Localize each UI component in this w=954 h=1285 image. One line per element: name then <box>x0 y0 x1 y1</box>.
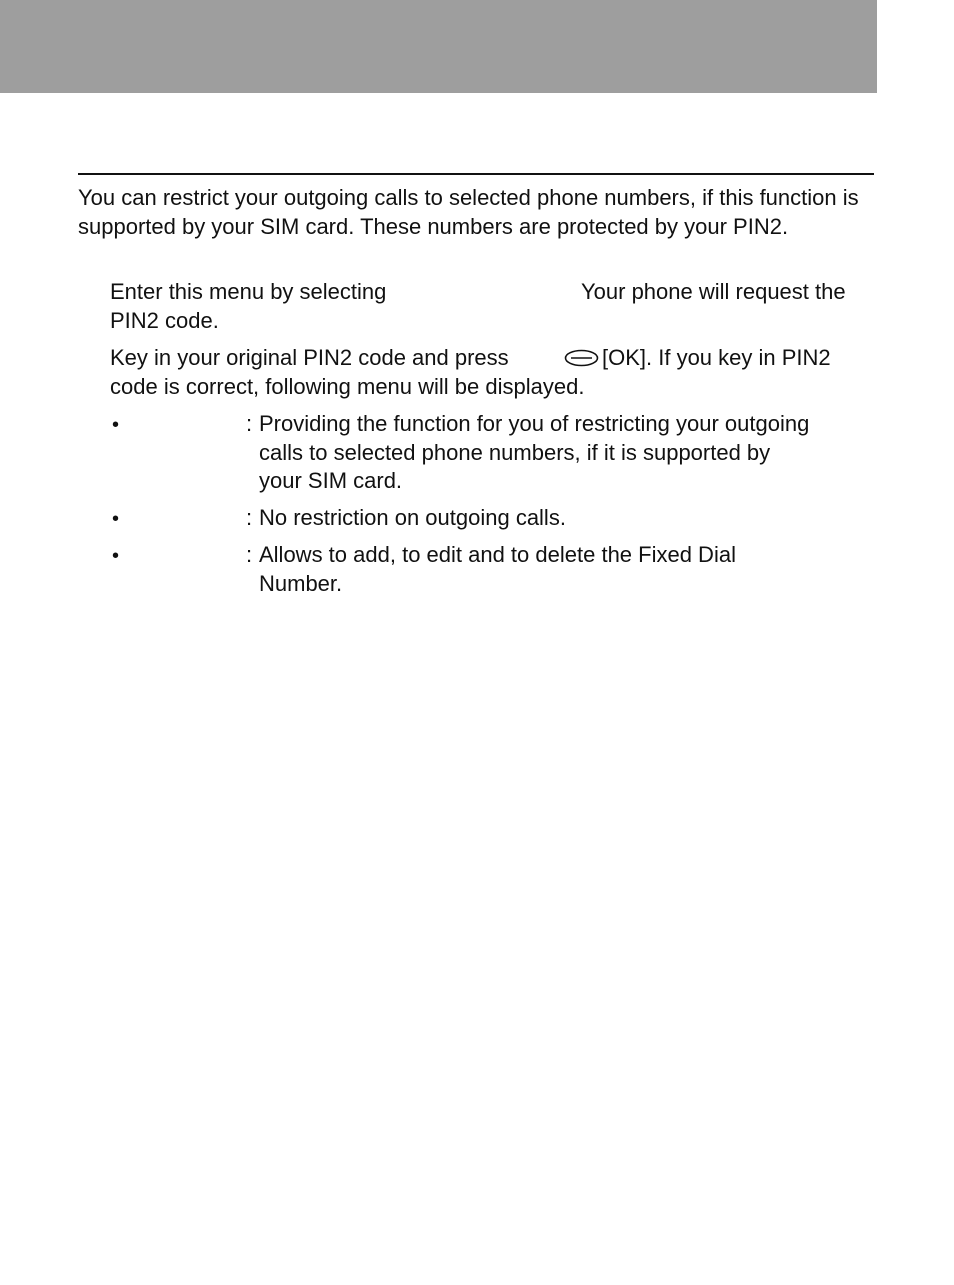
option-2-colon: : <box>246 505 253 530</box>
step-2-text-end: [OK]. If you key in PIN2 <box>602 345 831 370</box>
option-3-bullet: • <box>112 545 120 567</box>
step-1-text-start: Enter this menu by selecting <box>110 279 387 304</box>
ok-softkey-icon <box>564 349 599 367</box>
option-1-colon: : <box>246 411 253 436</box>
option-1-description: Providing the function for you of restricting your outgoing calls to selected phone numbers, if it is supported by your SIM card. <box>259 411 810 493</box>
option-2-bullet: • <box>112 508 120 530</box>
step-2-text-continued: code is correct, following menu will be displayed. <box>110 374 585 399</box>
option-3-description: Allows to add, to edit and to delete the Fixed Dial Number. <box>259 542 736 596</box>
step-2-text-start: Key in your original PIN2 code and press <box>110 345 509 370</box>
title-rule <box>78 173 874 175</box>
step-1-text-end: Your phone will request the <box>581 279 846 304</box>
option-1-bullet: • <box>112 414 120 436</box>
option-2-description: No restriction on outgoing calls. <box>259 505 566 530</box>
header-band <box>0 0 877 93</box>
intro-paragraph: You can restrict your outgoing calls to selected phone numbers, if this function is supported by your SIM card. These numbers are protected by your PIN2. <box>78 185 859 239</box>
option-3-colon: : <box>246 542 253 567</box>
step-1-text-continued: PIN2 code. <box>110 308 219 333</box>
